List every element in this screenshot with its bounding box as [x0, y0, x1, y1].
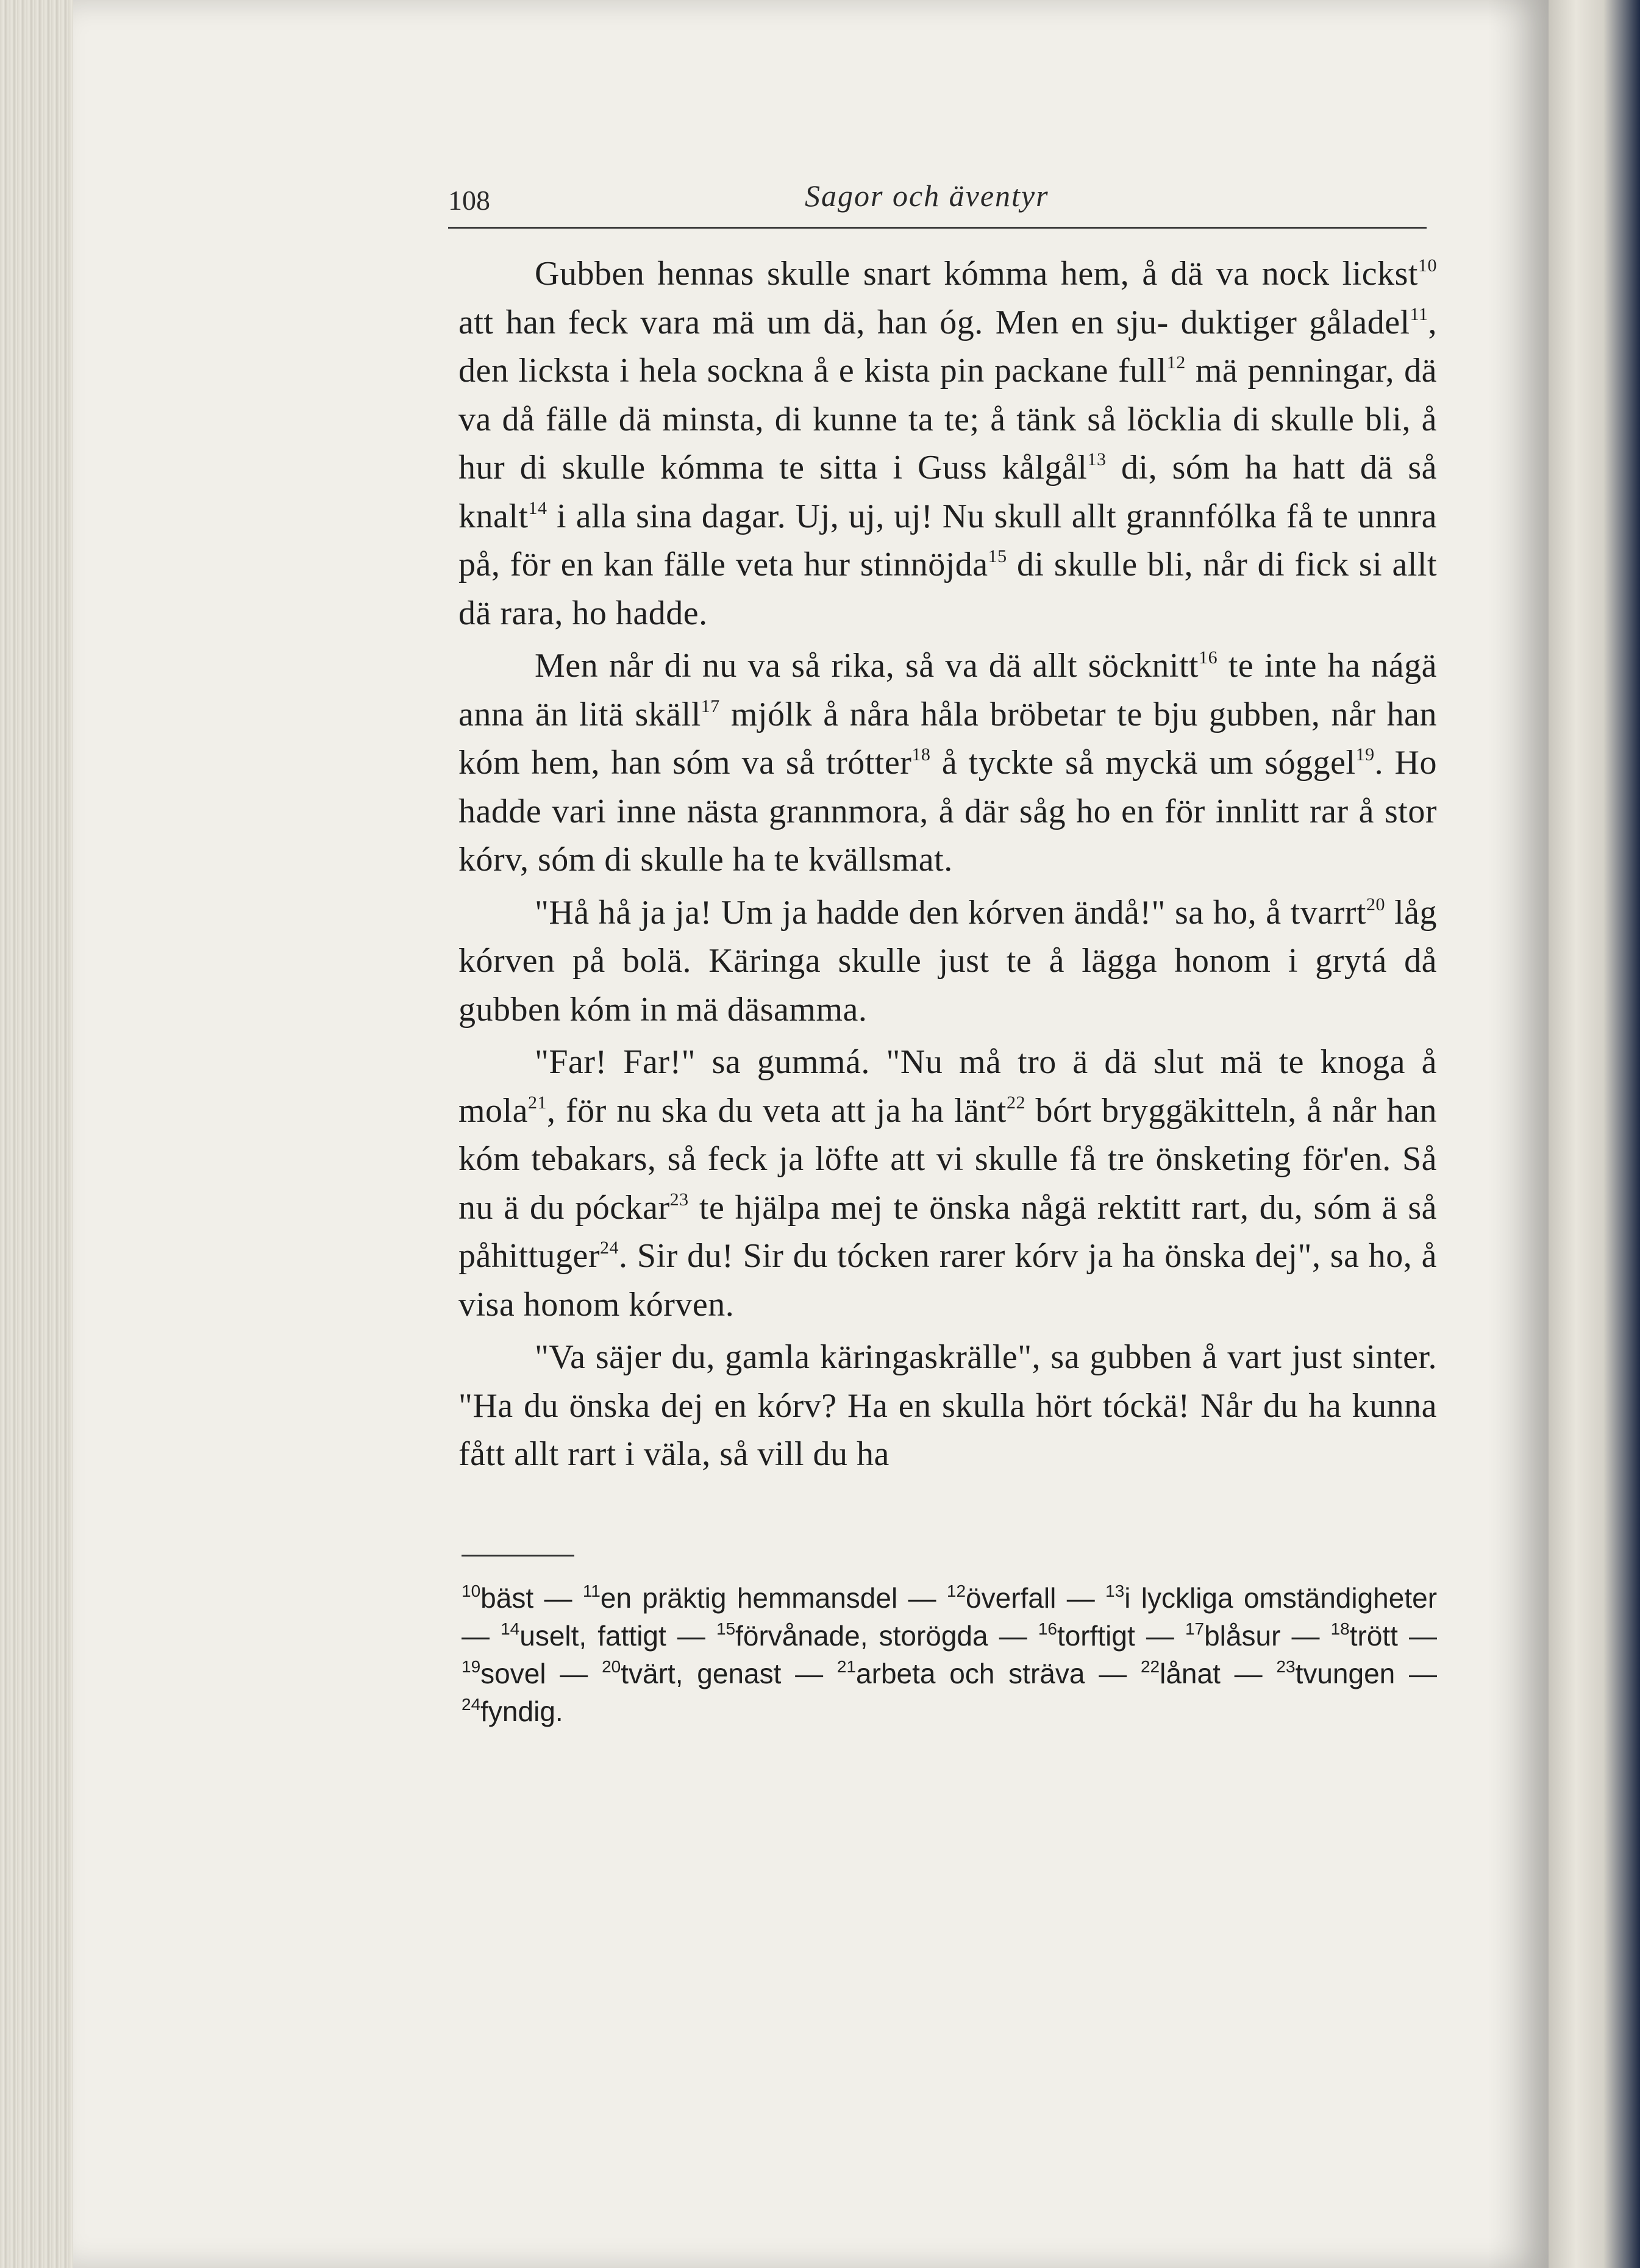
footnote-number: 13	[1105, 1582, 1125, 1600]
footnote-number: 23	[1276, 1657, 1296, 1676]
footnote-marker: 12	[1166, 352, 1186, 373]
footnote-dash: —	[666, 1620, 716, 1652]
text-run: mjólk å nåra håla bröbetar te bju gubben, når han kóm hem, han sóm va så trótter	[458, 695, 1437, 782]
text-run: te inte ha nágä anna än litä skäll	[458, 647, 1437, 733]
footnote-text: bäst	[480, 1582, 534, 1614]
footnote-number: 14	[501, 1619, 520, 1638]
text-run: låg kórven på bolä. Käringa skulle just te å lägga honom i grytá då gubben kóm in mä däsamma.	[458, 893, 1437, 1029]
footnote-item	[1276, 1658, 1395, 1689]
text-run: Men når di nu va så rika, så va dä allt söcknitt	[535, 647, 1199, 685]
footnote-item	[501, 1620, 666, 1652]
footnotes	[462, 1579, 1437, 1730]
text-run: . Ho hadde vari inne nästa grannmora, å där såg ho en för innlitt rar å stor kórv, sóm di skulle ha te kvällsmat.	[458, 744, 1437, 879]
gutter-shadow	[1488, 0, 1549, 2268]
footnote-item	[602, 1658, 781, 1689]
footnote-marker: 19	[1355, 744, 1375, 765]
footnote-dash: —	[897, 1582, 947, 1614]
text-run: . Sir du! Sir du tócken rarer kórv ja ha önska dej", sa ho, å visa honom kórven.	[458, 1237, 1437, 1324]
footnote-text: lånat	[1160, 1658, 1221, 1689]
footnote-text: fyndig.	[480, 1696, 563, 1727]
paragraph	[458, 1038, 1437, 1329]
footnote-number: 20	[602, 1657, 621, 1676]
footnote-item	[1185, 1620, 1280, 1652]
text-run: i alla sina dagar. Uj, uj, uj! Nu skull allt grannfólka få te unnra på, för en kan fälle veta hur stinnöjda	[458, 497, 1437, 583]
footnote-number: 18	[1330, 1619, 1350, 1638]
footnote-item	[1141, 1658, 1221, 1689]
text-run: "Hå hå ja ja! Um ja hadde den kórven ändå!" sa ho, å tvarrt	[535, 893, 1366, 932]
text-run: "Va säjer du, gamla käringaskrälle", sa gubben å vart just sinter. "Ha du önska dej en kórv? Ha en skulla hört tóckä! Når du ha kunna fått allt rart i väla, så vill du ha	[458, 1338, 1437, 1473]
footnote-text: tvärt, genast	[621, 1658, 782, 1689]
footnote-item	[716, 1620, 988, 1652]
footnote-item	[462, 1582, 533, 1614]
footnote-dash: —	[462, 1620, 501, 1652]
footnote-marker: 11	[1410, 304, 1428, 324]
footnote-marker: 22	[1006, 1092, 1025, 1113]
footnote-number: 24	[462, 1695, 481, 1714]
footnote-text: överfall	[966, 1582, 1057, 1614]
footnote-item	[1331, 1620, 1398, 1652]
footnote-dash: —	[1085, 1658, 1141, 1689]
footnote-marker: 14	[528, 497, 547, 518]
footnote-marker: 18	[911, 744, 931, 765]
left-page-stack	[0, 0, 85, 2268]
footnote-dash: —	[1135, 1620, 1185, 1652]
footnote-dash: —	[988, 1620, 1038, 1652]
text-run: mä penningar, dä va då fälle dä minsta, di kunne ta te; å tänk så löcklia di skulle bli, å hur di skulle kómma te sitta i Guss kålgål	[458, 352, 1437, 487]
footnote-dash: —	[781, 1658, 837, 1689]
footnote-marker: 13	[1087, 449, 1107, 469]
footnote-marker: 24	[600, 1238, 619, 1258]
footnote-dash: —	[1056, 1582, 1106, 1614]
footnote-text: blåsur	[1204, 1620, 1281, 1652]
footnote-number: 21	[836, 1657, 857, 1676]
footnote-text: tvungen	[1295, 1658, 1396, 1689]
footnote-marker: 20	[1366, 894, 1385, 915]
footnote-number: 12	[946, 1582, 966, 1600]
footnote-marker: 17	[701, 696, 720, 716]
footnote-text: i lyckliga omständigheter	[1124, 1582, 1438, 1614]
footnote-number: 22	[1140, 1657, 1160, 1676]
footnote-text: uselt, fattigt	[519, 1620, 666, 1652]
text-run: di skulle bli, når di fick si allt dä rara, ho hadde.	[458, 546, 1437, 632]
footnote-dash: —	[1395, 1658, 1438, 1689]
running-title: Sagor och äventyr	[805, 179, 1049, 213]
footnote-marker: 10	[1418, 255, 1437, 276]
footnote-marker: 23	[669, 1189, 689, 1210]
text-run: , den licksta i hela sockna å e kista pin packane full	[458, 303, 1437, 390]
footnote-number: 15	[716, 1619, 736, 1638]
footnote-number: 16	[1038, 1619, 1057, 1638]
text-run: att han feck vara mä um dä, han óg. Men en sju- duktiger gåladel	[458, 303, 1410, 341]
footnote-item	[462, 1696, 563, 1727]
paragraph	[458, 1333, 1437, 1479]
footnote-marker: 21	[527, 1092, 547, 1113]
footnote-item	[947, 1582, 1056, 1614]
text-run: bórt bryggäkitteln, å når han kóm tebakars, så feck ja löfte att vi skulle få tre önsketing för'en. Så nu ä du póckar	[458, 1091, 1438, 1227]
page-number: 108	[448, 185, 490, 216]
page-header	[448, 178, 1427, 229]
paragraph	[458, 250, 1437, 638]
footnote-dash: —	[1280, 1620, 1331, 1652]
text-run: Gubben hennas skulle snart kómma hem, å dä va nock lickst	[535, 255, 1418, 293]
footnote-text: sovel	[480, 1658, 546, 1689]
footnote-text: torftigt	[1057, 1620, 1135, 1652]
footnote-text: arbeta och sträva	[856, 1658, 1085, 1689]
text-run: , för nu ska du veta att ja ha länt	[546, 1091, 1007, 1130]
footnote-item	[583, 1582, 897, 1614]
footnote-text: trött	[1349, 1620, 1398, 1652]
footnote-dash: —	[1220, 1658, 1277, 1689]
footnote-number: 11	[582, 1582, 601, 1600]
footnote-marker: 15	[988, 546, 1007, 566]
text-run: di, sóm ha hatt dä så knalt	[458, 449, 1437, 535]
footnote-text: en präktig hemmansdel	[600, 1582, 898, 1614]
footnote-dash: —	[1397, 1620, 1438, 1652]
paragraph	[458, 642, 1437, 885]
text-run: "Far! Far!" sa gummá. "Nu må tro ä dä slut mä te knoga å mola	[458, 1043, 1437, 1130]
body-text	[458, 250, 1437, 1479]
footnote-item	[837, 1658, 1085, 1689]
footnote-number: 19	[462, 1657, 481, 1676]
footnote-marker: 16	[1199, 647, 1218, 668]
text-run: å tyckte så myckä um sóggel	[930, 744, 1356, 782]
footnote-text: förvånade, storögda	[735, 1620, 988, 1652]
footnote-item	[1105, 1582, 1437, 1614]
footnote-item	[462, 1658, 546, 1689]
text-run: te hjälpa mej te önska någä rektitt rart, du, sóm ä så påhittuger	[458, 1188, 1438, 1275]
footnote-item	[1038, 1620, 1135, 1652]
footnote-dash: —	[533, 1582, 583, 1614]
paragraph	[458, 889, 1437, 1035]
footnote-separator	[462, 1555, 574, 1557]
footnote-number: 17	[1185, 1619, 1205, 1638]
right-page-edge	[1549, 0, 1640, 2268]
footnote-dash: —	[546, 1658, 602, 1689]
footnote-number: 10	[462, 1582, 481, 1600]
